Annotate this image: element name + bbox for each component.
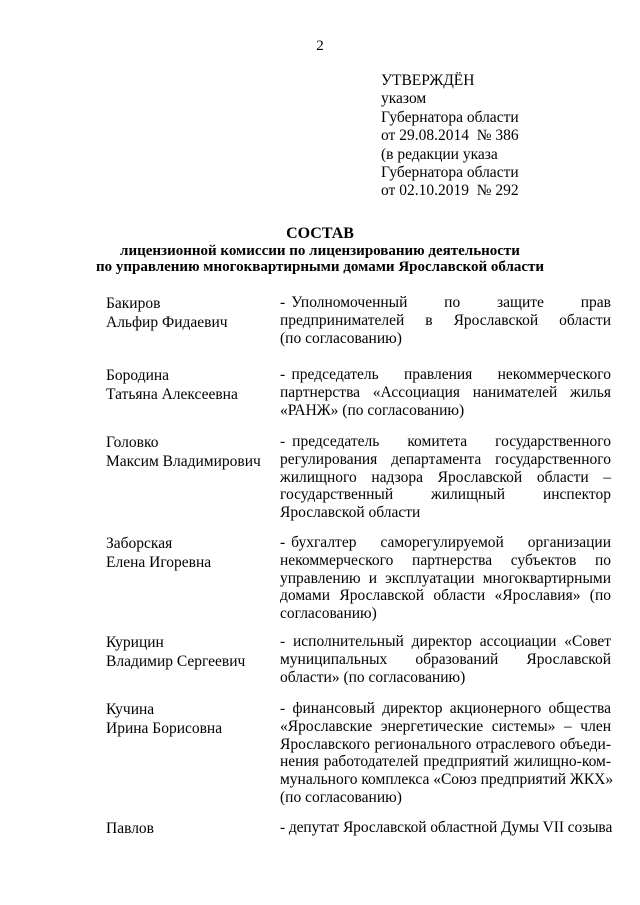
role-line: жилищного надзора Ярославской области – xyxy=(280,468,611,486)
approval-line: от 02.10.2019 № 292 xyxy=(381,182,519,200)
role-line: - депутат Ярославской областной Думы VII созыва xyxy=(280,819,613,836)
member-surname: Павлов xyxy=(106,820,154,837)
role-line: - бухгалтер саморегулируемой организации xyxy=(280,534,611,551)
approval-line: от 29.08.2014 № 386 xyxy=(381,127,519,145)
member-role xyxy=(280,366,611,419)
member-surname: Заборская xyxy=(106,535,173,552)
member-name xyxy=(106,433,276,471)
role-line: - финансовый директор акционерного общества xyxy=(280,700,611,717)
page-number: 2 xyxy=(316,38,324,54)
role-line: государственный жилищный инспектор xyxy=(280,486,611,504)
role-line: предпринимателей в Ярославской области xyxy=(280,311,611,329)
role-line: регулирования департамента государственного xyxy=(280,450,611,468)
member-surname: Кучина xyxy=(106,701,155,718)
title-line-1: лицензионной комиссии по лицензированию деятельности xyxy=(120,242,520,259)
role-line: (по согласованию) xyxy=(280,788,402,806)
member-role xyxy=(280,294,611,347)
member-name xyxy=(106,819,276,838)
role-line: согласованию) xyxy=(280,605,377,623)
member-given-name: Владимир Сергеевич xyxy=(106,653,246,670)
role-line: нения работодателей предприятий жилищно-ком- xyxy=(280,753,611,771)
member-role xyxy=(280,433,611,522)
member-given-name: Елена Игоревна xyxy=(106,554,212,571)
member-name xyxy=(106,700,276,738)
member-name xyxy=(106,534,276,572)
member-role xyxy=(280,819,611,837)
member-given-name: Максим Владимирович xyxy=(106,453,261,470)
member-given-name: Ирина Борисовна xyxy=(106,720,223,737)
role-line: домами Ярославской области «Ярославия» (по xyxy=(280,587,611,605)
approval-line: УТВЕРЖДЁН xyxy=(381,72,475,89)
approval-line: Губернатора области xyxy=(381,108,519,126)
role-line: (по согласованию) xyxy=(280,329,402,347)
member-name xyxy=(106,633,276,671)
member-surname: Бакиров xyxy=(106,295,161,312)
member-surname: Бородина xyxy=(106,367,170,384)
role-line: области» (по согласованию) xyxy=(280,668,466,686)
role-line: мунального комплекса «Союз предприятий ЖКХ» xyxy=(280,771,614,789)
document-title xyxy=(0,226,640,276)
approval-line: указом xyxy=(381,90,427,108)
title-line-2: по управлению многоквартирными домами Ярославской области xyxy=(95,259,545,275)
member-name xyxy=(106,294,276,332)
role-line: - Уполномоченный по защите прав xyxy=(280,294,611,311)
approval-line: (в редакции указа xyxy=(381,145,498,163)
member-name xyxy=(106,366,276,404)
role-line: муниципальных образований Ярославской xyxy=(280,650,611,668)
role-line: Ярославской области xyxy=(280,504,421,522)
role-line: - исполнительный директор ассоциации «Совет xyxy=(280,633,611,650)
member-role xyxy=(280,700,614,807)
member-given-name: Альфир Фидаевич xyxy=(106,314,228,331)
role-line: - председатель правления некоммерческого xyxy=(280,366,611,383)
role-line: Ярославского регионального отраслевого объеди- xyxy=(280,735,611,753)
title-heading: СОСТАВ xyxy=(286,225,354,242)
role-line: - председатель комитета государственного xyxy=(280,433,611,450)
approval-line: Губернатора области xyxy=(381,164,519,182)
role-line: «РАНЖ» (по согласованию) xyxy=(280,401,465,419)
member-role xyxy=(280,633,611,686)
role-line: партнерства «Ассоциация нанимателей жилья xyxy=(280,383,611,401)
role-line: управлению и эксплуатации многоквартирными xyxy=(280,569,611,587)
member-surname: Головко xyxy=(106,434,159,451)
role-line: «Ярославские энергетические системы» – член xyxy=(280,717,611,735)
member-surname: Курицин xyxy=(106,634,164,651)
member-role xyxy=(280,534,611,623)
member-given-name: Татьяна Алексеевна xyxy=(106,386,238,403)
role-line: некоммерческого партнерства субъектов по xyxy=(280,551,611,569)
approval-stamp xyxy=(381,72,631,201)
